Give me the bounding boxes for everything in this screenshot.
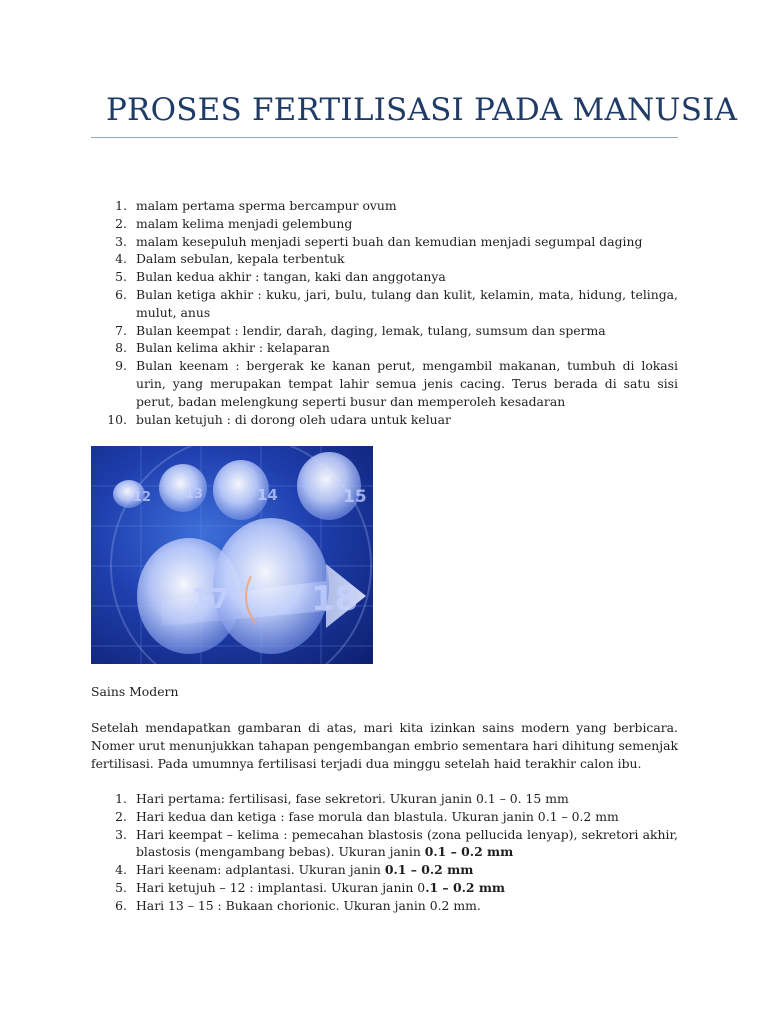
list-number: 1. [115, 198, 127, 213]
list-number: 1. [115, 791, 127, 806]
list-item [91, 197, 678, 215]
title-underline [91, 137, 678, 138]
list-text: Bulan keempat : lendir, darah, daging, lemak, tulang, sumsum dan sperma [136, 322, 606, 338]
list-text: Dalam sebulan, kepala terbentuk [136, 251, 345, 267]
stage-label: 15 [343, 487, 367, 507]
list-text: Bulan ketiga akhir : kuku, jari, bulu, tulang dan kulit, kelamin, mata, hidung, telinga, mulut, anus [136, 286, 678, 320]
list-text: Hari ketujuh – 12 : implantasi. Ukuran janin 0 [136, 879, 426, 895]
list-text: Bulan kelima akhir : kelaparan [136, 340, 330, 356]
list-number: 2. [115, 215, 127, 231]
list-number: 9. [115, 358, 127, 374]
list-item [91, 808, 678, 826]
embryo-development-image [91, 446, 373, 664]
fertilization-stages-list [91, 197, 678, 428]
list-item [91, 879, 678, 897]
list-number: 4. [115, 862, 127, 878]
list-number: 10. [107, 411, 127, 427]
list-text: bulan ketujuh : di dorong oleh udara untuk keluar [136, 411, 451, 427]
list-item [91, 322, 678, 340]
list-item [91, 790, 678, 808]
list-number: 3. [115, 826, 127, 842]
list-text: Hari pertama: fertilisasi, fase sekretori. Ukuran janin 0.1 – 0. 15 mm [136, 791, 569, 806]
list-text: malam kesepuluh menjadi seperti buah dan kemudian menjadi segumpal daging [136, 233, 643, 249]
list-text: Hari keempat – kelima : pemecahan blastosis (zona pellucida lenyap), sekretori akhir, blastosis (mengambang bebas). Ukuran janin [136, 826, 678, 860]
stage-label: 17 [191, 582, 230, 615]
list-text: Hari 13 – 15 : Bukaan chorionic. Ukuran janin 0.2 mm. [136, 897, 481, 913]
list-item [91, 411, 678, 429]
list-number: 6. [115, 897, 127, 913]
list-item [91, 357, 678, 410]
list-text: Hari kedua dan ketiga : fase morula dan blastula. Ukuran janin 0.1 – 0.2 mm [136, 808, 619, 824]
list-item [91, 233, 678, 251]
embryo-days-list [91, 790, 678, 915]
list-item [91, 286, 678, 322]
list-number: 5. [115, 269, 127, 285]
list-item [91, 826, 678, 862]
list-number: 4. [115, 251, 127, 267]
list-item [91, 861, 678, 879]
list-text: Bulan kedua akhir : tangan, kaki dan anggotanya [136, 269, 446, 285]
stage-label: 13 [185, 487, 204, 502]
list-bold-value: 0.1 – 0.2 mm [424, 844, 514, 860]
embryo-illustration [91, 446, 373, 664]
list-text: malam pertama sperma bercampur ovum [136, 198, 397, 213]
stage-label: 14 [257, 486, 278, 504]
list-item [91, 250, 678, 268]
embryo-stage-4 [297, 452, 361, 520]
list-bold-value: 0.1 – 0.2 mm [384, 862, 474, 878]
list-number: 8. [115, 340, 127, 356]
list-item [91, 268, 678, 286]
section-heading-sains-modern: Sains Modern [91, 684, 179, 699]
list-number: 3. [115, 233, 127, 249]
list-number: 7. [115, 322, 127, 338]
list-text: Bulan keenam : bergerak ke kanan perut, mengambil makanan, tumbuh di lokasi urin, yang merupakan tempat lahir semua jenis cacing. Terus berada di satu sisi perut, badan melengkung seperti busur dan memperoleh kesadaran [136, 358, 678, 409]
list-bold-value: .1 – 0.2 mm [425, 879, 506, 895]
stage-label: 18 [311, 579, 359, 619]
list-number: 5. [115, 879, 127, 895]
intro-paragraph: Setelah mendapatkan gambaran di atas, mari kita izinkan sains modern yang berbicara. Nomer urut menunjukkan tahapan pengembangan embrio sementara hari dihitung semenjak fertilisasi. Pada umumnya fertilisasi terjadi dua minggu setelah haid terakhir calon ibu. [91, 720, 678, 771]
list-number: 2. [115, 808, 127, 824]
list-item [91, 215, 678, 233]
page-title: PROSES FERTILISASI PADA MANUSIA [106, 92, 738, 128]
list-number: 6. [115, 286, 127, 302]
list-item [91, 897, 678, 915]
list-text: Hari keenam: adplantasi. Ukuran janin [136, 862, 385, 878]
list-text: malam kelima menjadi gelembung [136, 215, 353, 231]
stage-label: 12 [133, 490, 152, 505]
list-item [91, 339, 678, 357]
